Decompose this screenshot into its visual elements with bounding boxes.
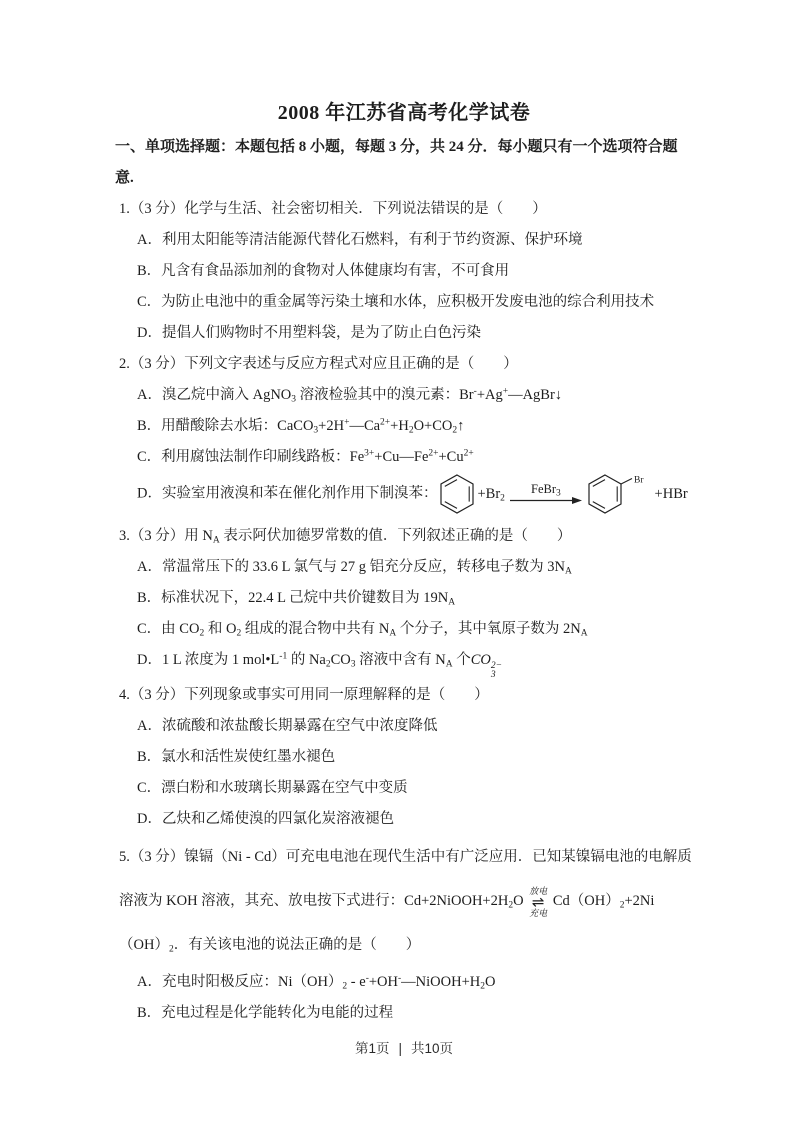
question-3: [115, 521, 693, 680]
arrow-line: [510, 496, 582, 506]
bromobenzene-structure: [587, 473, 649, 515]
question-2-option-a: A．溴乙烷中滴入 AgNO$_3$ 溶液检验其中的溴元素：Br-+Ag+—AgBr↓: [137, 386, 563, 405]
page-title: 2008 年江苏省高考化学试卷: [277, 102, 531, 124]
question-1-stem: 1.（3 分）化学与生活、社会密切相关．下列说法错误的是（ ）: [119, 201, 547, 217]
question-3-option-d: D．1 L 浓度为 1 $mol•L^{-1}$ 的 $Na_2CO_3$ 溶液中含有 $N_A$ 个CO 2− 3: [137, 651, 503, 680]
footer-page-number: 第1页: [354, 1041, 390, 1056]
question-4-option-b: B．氯水和活性炭使红墨水褪色: [137, 749, 336, 765]
page-footer: [115, 1037, 693, 1057]
question-4-option-a: A．浓硫酸和浓盐酸长期暴露在空气中浓度降低: [137, 718, 438, 734]
question-2-stem: 2.（3 分）下列文字表述与反应方程式对应且正确的是（ ）: [119, 356, 518, 372]
question-5-option-a: A．充电时阳极反应：$Ni(OH)_2$ - $e^-+OH^-—NiOOH+H_2O$: [137, 973, 496, 992]
reaction-arrow: [510, 482, 582, 506]
question-1-option-c: C．为防止电池中的重金属等污染土壤和水体，应积极开发废电池的综合利用技术: [137, 294, 655, 310]
footer-separator: |: [398, 1041, 402, 1056]
question-2-option-c: C．利用腐蚀法制作印刷线路板：$Fe^{3+}+Cu—Fe^{2+}+Cu^{2+}$: [137, 448, 474, 465]
question-3-option-b: B．标准状况下，22.4 L 己烷中共价键数目为 $19N_A$: [137, 590, 456, 608]
benzene-structure: [439, 473, 475, 515]
catalyst-label: FeBr$_3$: [531, 482, 561, 499]
equilibrium-arrow: 放电 ⇌ 充电: [529, 885, 548, 918]
charge-label: 充电: [529, 907, 548, 918]
question-2-option-b: B．用醋酸除去水垢：$CaCO_3+2H^+—Ca^{2+}+H_2O+CO_2↑$: [137, 417, 465, 436]
question-1-option-a: A．利用太阳能等清洁能源代替化石燃料，有利于节约资源、保护环境: [137, 232, 583, 248]
reagent-label: $+Br_2$: [477, 485, 505, 503]
question-2: [115, 349, 693, 521]
question-4-stem: 4.（3 分）下列现象或事实可用同一原理解释的是（ ）: [119, 687, 489, 703]
question-4: [115, 680, 693, 835]
byproduct-label: +HBr: [650, 485, 688, 502]
question-3-option-a: A．常温常压下的 33.6 L 氯气与 27 g 铝充分反应，转移电子数为 $3N_A$: [137, 559, 572, 577]
question-5-option-b: B．充电过程是化学能转化为电能的过程: [137, 1005, 394, 1021]
footer-total-pages: 共10页: [411, 1041, 454, 1056]
question-1: [115, 194, 693, 349]
question-5: [115, 835, 693, 1029]
question-3-option-c: C．由 $CO_2$ 和 $O_2$ 组成的混合物中共有 $N_A$ 个分子，其中氧原子数为 $2N_A$: [137, 621, 588, 639]
question-3-stem: 3.（3 分）用 $N_A$ 表示阿伏加德罗常数的值．下列叙述正确的是（ ）: [119, 528, 572, 546]
section-heading: 一、单项选择题：本题包括 8 小题，每题 3 分，共 24 分．每小题只有一个选项符合题意.: [115, 139, 678, 186]
substituent-label: Br: [633, 475, 644, 486]
question-2-option-d: D．实验室用液溴和苯在催化剂作用下制溴苯： $+Br_2$ FeBr$_3$ Br +HBr: [115, 473, 693, 521]
question-4-option-c: C．漂白粉和水玻璃长期暴露在空气中变质: [137, 780, 408, 796]
stacked-ion-charge: 2− 3: [490, 661, 503, 680]
question-1-option-d: D．提倡人们购物时不用塑料袋，是为了防止白色污染: [137, 325, 481, 341]
question-1-option-b: B．凡含有食品添加剂的食物对人体健康均有害，不可食用: [137, 263, 510, 279]
question-5-stem: 5.（3 分）镍镉（Ni - Cd）可充电电池在现代生活中有广泛应用．已知某镍镉电池的电解质溶液为 KOH 溶液，其充、放电按下式进行：$Cd+2NiOOH+2H_2O$ 放电 ⇌ 充电 $Cd(OH)_2+2Ni(OH)_2$．有关该电池的说法正确的是（ ）: [119, 849, 692, 955]
question-4-option-d: D．乙炔和乙烯使溴的四氯化炭溶液褪色: [137, 811, 394, 827]
discharge-label: 放电: [529, 885, 548, 896]
bromination-reaction-scheme: [439, 473, 687, 515]
